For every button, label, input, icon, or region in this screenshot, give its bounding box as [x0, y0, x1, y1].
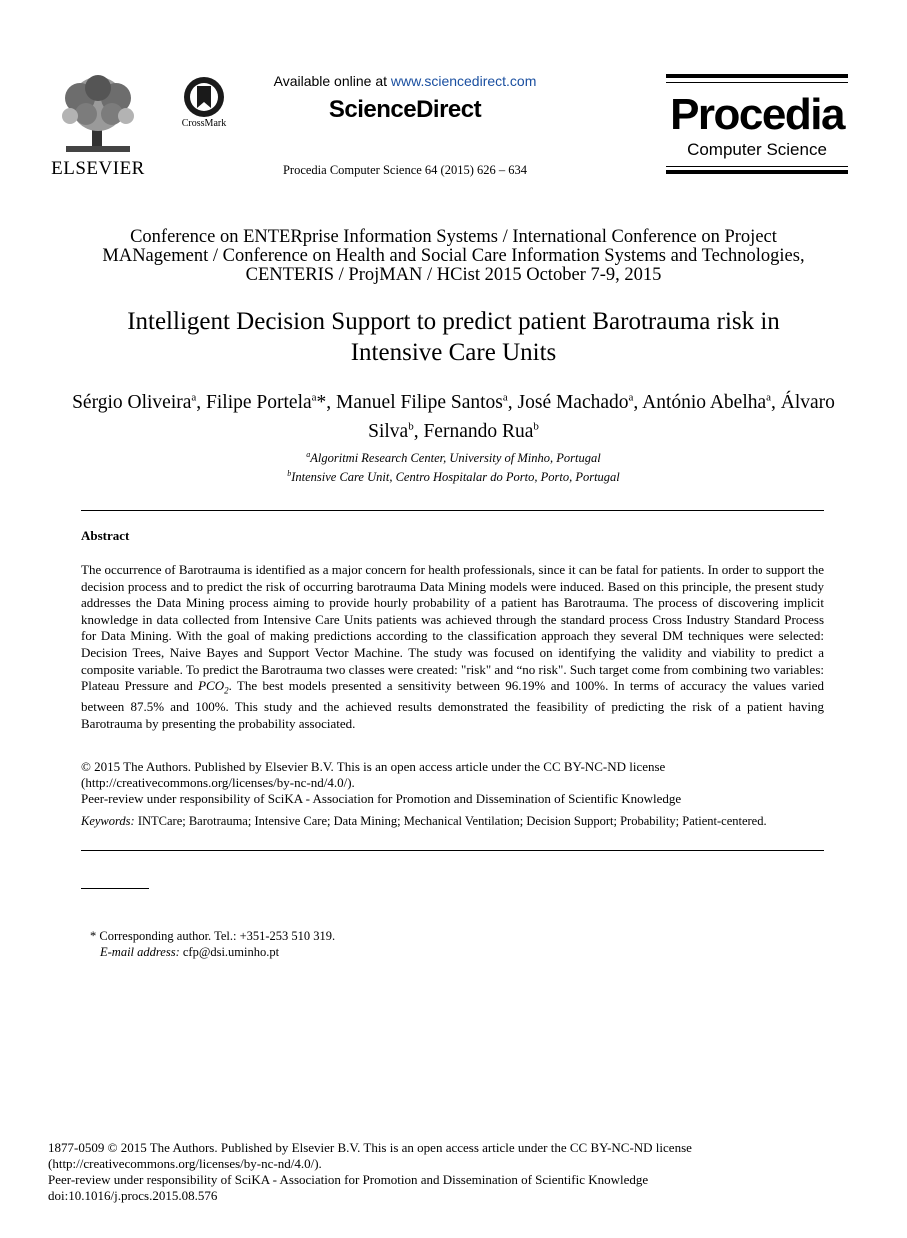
- author-affiliation-mark: a: [502, 391, 508, 403]
- sciencedirect-logo-text: ScienceDirect: [328, 96, 482, 123]
- affiliation: [70, 466, 837, 485]
- doi-line[interactable]: doi:10.1016/j.procs.2015.08.576: [48, 1188, 218, 1203]
- available-online-line: [230, 73, 580, 89]
- bottom-license-link[interactable]: (http://creativecommons.org/licenses/by-nc-nd/4.0/).: [48, 1156, 322, 1171]
- affiliation: [70, 447, 837, 466]
- elsevier-tree-icon: [56, 74, 140, 154]
- paper-title-line-2: Intensive Care Units: [350, 339, 557, 366]
- paper-title-line-1: Intelligent Decision Support to predict patient Barotrauma risk in: [127, 308, 780, 335]
- author-name: Fernando Rua: [423, 421, 534, 442]
- license-block: [81, 759, 824, 807]
- issn-block: [48, 1140, 868, 1204]
- abstract-top-rule: [81, 510, 824, 511]
- conference-line-3: CENTERIS / ProjMAN / HCist 2015 October 7-9, 2015: [245, 265, 662, 285]
- license-link[interactable]: (http://creativecommons.org/licenses/by-nc-nd/4.0/).: [81, 775, 355, 790]
- footnote-rule: [81, 888, 149, 889]
- abstract-text: [81, 562, 824, 733]
- paper-title: [70, 306, 837, 368]
- crossmark-badge[interactable]: [176, 76, 232, 136]
- abstract-part-2: . The best models presented a sensitivity between 96.19% and 100%. In terms of accuracy the values varied between 87.5% and 100%. This study and the achieved results demonstrated the feasibility of predicting the risk of a patient having Barotrauma by presenting the probability associated.: [81, 678, 824, 731]
- abstract-bottom-rule: [81, 850, 824, 851]
- author-affiliation-mark: a: [311, 391, 317, 403]
- sciencedirect-link[interactable]: www.sciencedirect.com: [390, 73, 537, 89]
- author-affiliation-mark: a: [191, 391, 197, 403]
- abstract-heading: Abstract: [81, 528, 130, 543]
- crossmark-label: CrossMark: [181, 118, 227, 129]
- conference-line-1: Conference on ENTERprise Information Systems / International Conference on Project: [130, 227, 777, 247]
- footnote: [90, 928, 790, 960]
- author: [72, 392, 206, 413]
- keywords-text: INTCare; Barotrauma; Intensive Care; Data Mining; Mechanical Ventilation; Decision Support; Probability; Patient-centered.: [134, 814, 767, 828]
- formula-pco2: $PCO_2$: [198, 678, 229, 696]
- keywords-line: [81, 813, 824, 829]
- procedia-top-thin-bar: [666, 82, 848, 83]
- email-label: E-mail address:: [100, 945, 180, 959]
- author-name: António Abelha: [642, 391, 767, 413]
- author: [423, 421, 538, 442]
- author-affiliation-mark: a: [766, 391, 772, 403]
- author-separator: ,: [771, 391, 781, 413]
- affiliation-mark: a: [306, 450, 311, 459]
- author-affiliation-mark: b: [533, 420, 539, 433]
- affiliation-list: [70, 447, 837, 485]
- bottom-peer-review: Peer-review under responsibility of SciKA - Association for Promotion and Dissemination of Scientific Knowledge: [48, 1172, 649, 1187]
- affiliation-mark: b: [287, 469, 292, 479]
- journal-citation: Procedia Computer Science 64 (2015) 626 – 634: [282, 163, 528, 177]
- author-separator: ,: [326, 391, 337, 413]
- procedia-wordmark: Procedia: [670, 90, 844, 139]
- author-separator: ,: [413, 421, 424, 442]
- affiliation-text: Intensive Care Unit, Centro Hospitalar do Porto, Porto, Portugal: [291, 470, 620, 485]
- author-name: Manuel Filipe Santos: [336, 391, 503, 413]
- author: [518, 392, 643, 413]
- abstract-part-1: The occurrence of Barotrauma is identified as a major concern for health professionals, since it can be fatal for patients. In order to support the decision process and to predict the risk of occurring barotrauma Data Mining models were induced. Based on this principle, the present study addresses the Data Mining process aiming to provide hourly probability of a patient has Barotrauma. The process of discovering implicit knowledge in data collected from Intensive Care Units patients was achieved through the standard process Cross Industry Standard Process for Data Mining. With the goal of making predictions according to the classification approach they several DM techniques were selected: Decision Trees, Naive Bayes and Support Vector Machine. The study was focused on identifying the validity and viability to predict a composite variable. To predict the Barotrauma two classes were created: "risk" and “no risk". Such target come from combining two variables: Plateau Pressure and: [81, 562, 824, 694]
- author-name: José Machado: [517, 391, 629, 413]
- crossmark-icon: [182, 76, 226, 118]
- elsevier-logo: [48, 74, 148, 178]
- author-separator: ,: [507, 391, 518, 413]
- conference-line-2: MANagement / Conference on Health and Social Care Information Systems and Technologies,: [102, 246, 805, 266]
- author-list: [70, 385, 837, 444]
- author-name: Filipe Portela: [206, 391, 312, 413]
- conference-name: [70, 228, 837, 285]
- procedia-logo: [666, 74, 848, 176]
- procedia-top-bar: [666, 74, 848, 78]
- author-affiliation-mark: b: [408, 420, 414, 433]
- corresponding-author: * Corresponding author. Tel.: +351-253 510 319.: [90, 929, 336, 943]
- email-line: [90, 944, 790, 960]
- author-name: Álvaro Silva: [368, 391, 835, 442]
- affiliation-text: Algoritmi Research Center, University of Minho, Portugal: [310, 451, 601, 466]
- issn-line: 1877-0509 © 2015 The Authors. Published by Elsevier B.V. This is an open access article under the CC BY-NC-ND license: [48, 1140, 692, 1155]
- author-separator: ,: [633, 391, 643, 413]
- author: [206, 392, 336, 413]
- available-online-prefix: Available online at: [273, 73, 391, 89]
- keywords-label: Keywords:: [81, 814, 135, 828]
- procedia-bottom-bar: [666, 170, 848, 174]
- license-line-1: © 2015 The Authors. Published by Elsevier B.V. This is an open access article under the CC BY-NC-ND license: [81, 759, 666, 774]
- author: [336, 392, 517, 413]
- author: [642, 392, 781, 413]
- author-name: Sérgio Oliveira: [72, 391, 192, 413]
- publisher-name: ELSEVIER: [51, 158, 145, 179]
- author-affiliation-mark: a: [628, 391, 634, 403]
- corresponding-mark: *: [316, 391, 327, 413]
- email-address[interactable]: cfp@dsi.uminho.pt: [179, 945, 280, 959]
- peer-review-line: Peer-review under responsibility of SciKA - Association for Promotion and Dissemination of Scientific Knowledge: [81, 791, 682, 806]
- procedia-subtitle: Computer Science: [687, 140, 827, 159]
- procedia-bottom-thin-bar: [666, 166, 848, 167]
- author-separator: ,: [196, 391, 207, 413]
